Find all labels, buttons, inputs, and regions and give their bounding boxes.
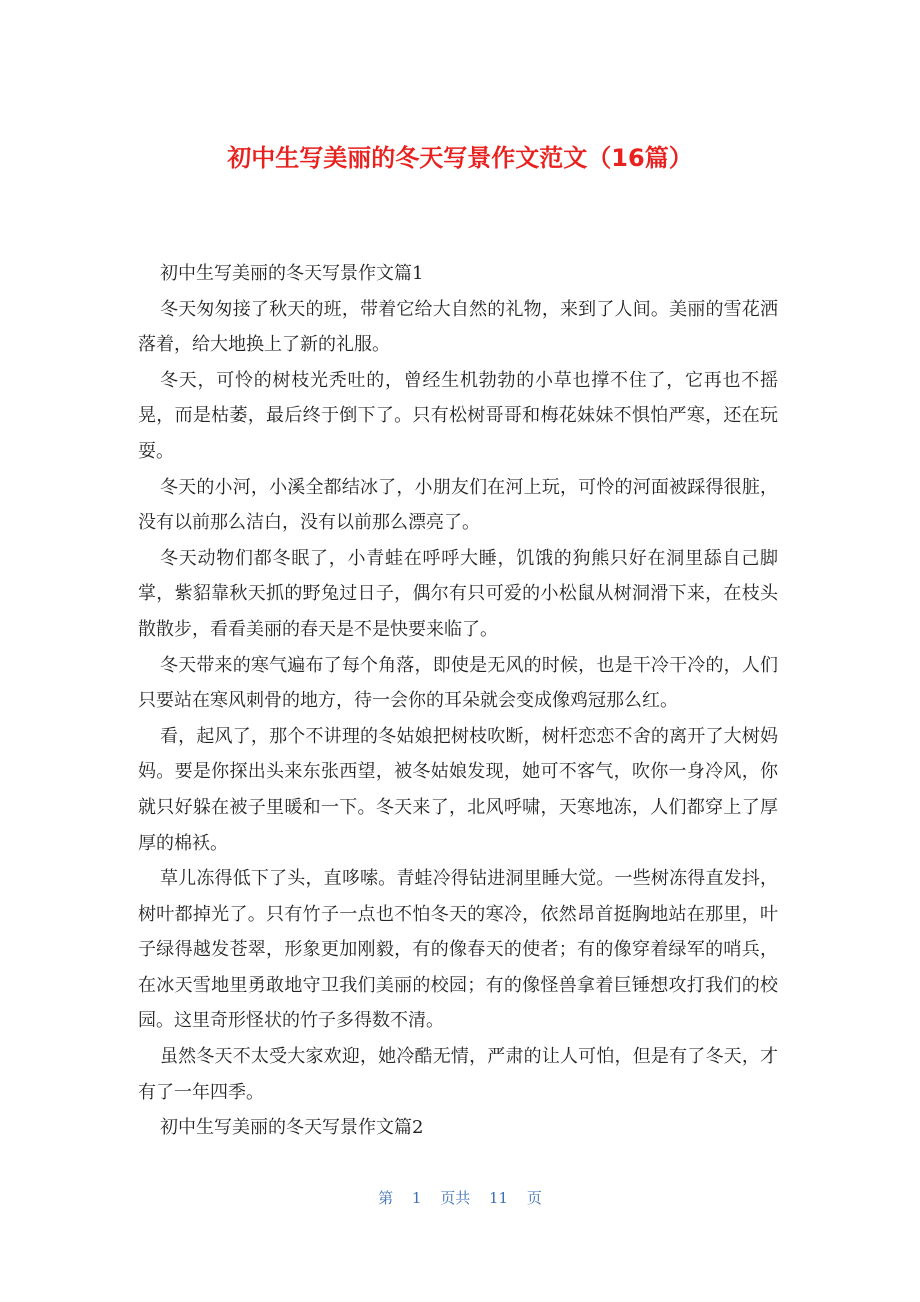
footer-prefix: 第 [378, 1189, 394, 1207]
footer-middle: 页共 [440, 1189, 471, 1207]
paragraph: 冬天的小河，小溪全都结冰了，小朋友们在河上玩，可怜的河面被踩得很脏，没有以前那么洁白，没有以前那么漂亮了。 [138, 476, 778, 534]
paragraph: 冬天动物们都冬眠了，小青蛙在呼呼大睡，饥饿的狗熊只好在洞里舔自己脚掌，紫貂靠秋天抓的野兔过日子，偶尔有只可爱的小松鼠从树洞滑下来，在枝头散散步，看看美丽的春天是不是快要来临了。 [138, 547, 778, 640]
paragraph: 看，起风了，那个不讲理的冬姑娘把树枝吹断，树杆恋恋不舍的离开了大树妈妈。要是你探出头来东张西望，被冬姑娘发现，她可不客气，吹你一身冷风，你就只好躲在被子里暖和一下。冬天来了，北风呼啸，天寒地冻，人们都穿上了厚厚的棉袄。 [138, 725, 778, 854]
document-body [138, 256, 778, 1146]
paragraph: 虽然冬天不太受大家欢迎，她冷酷无情，严肃的让人可怕，但是有了冬天，才有了一年四季。 [138, 1046, 778, 1103]
paragraph: 冬天匆匆接了秋天的班，带着它给大自然的礼物，来到了人间。美丽的雪花洒落着，给大地换上了新的礼服。 [138, 298, 778, 356]
page-footer [0, 1186, 920, 1210]
section-heading-2: 初中生写美丽的冬天写景作文篇2 [160, 1117, 424, 1139]
paragraph: 冬天带来的寒气遍布了每个角落，即使是无风的时候，也是干冷干冷的，人们只要站在寒风刺骨的地方，待一会你的耳朵就会变成像鸡冠那么红。 [138, 654, 778, 712]
footer-suffix: 页 [526, 1189, 542, 1207]
section-heading-1: 初中生写美丽的冬天写景作文篇1 [160, 263, 424, 284]
footer-total-pages: 11 [489, 1189, 509, 1207]
paragraph: 冬天，可怜的树枝光秃吐的，曾经生机勃勃的小草也撑不住了，它再也不摇晃，而是枯萎，最后终于倒下了。只有松树哥哥和梅花妹妹不惧怕严寒，还在玩耍。 [138, 369, 778, 462]
paragraph: 草儿冻得低下了头，直哆嗦。青蛙冷得钻进洞里睡大觉。一些树冻得直发抖，树叶都掉光了。只有竹子一点也不怕冬天的寒冷，依然昂首挺胸地站在那里，叶子绿得越发苍翠，形象更加刚毅，有的像春天的使者；有的像穿着绿军的哨兵，在冰天雪地里勇敢地守卫我们美丽的校园；有的像怪兽拿着巨锤想攻打我们的校园。这里奇形怪状的竹子多得数不清。 [138, 868, 778, 1032]
document-title: 初中生写美丽的冬天写景作文范文（16篇） [227, 144, 693, 172]
footer-current-page: 1 [411, 1189, 422, 1207]
